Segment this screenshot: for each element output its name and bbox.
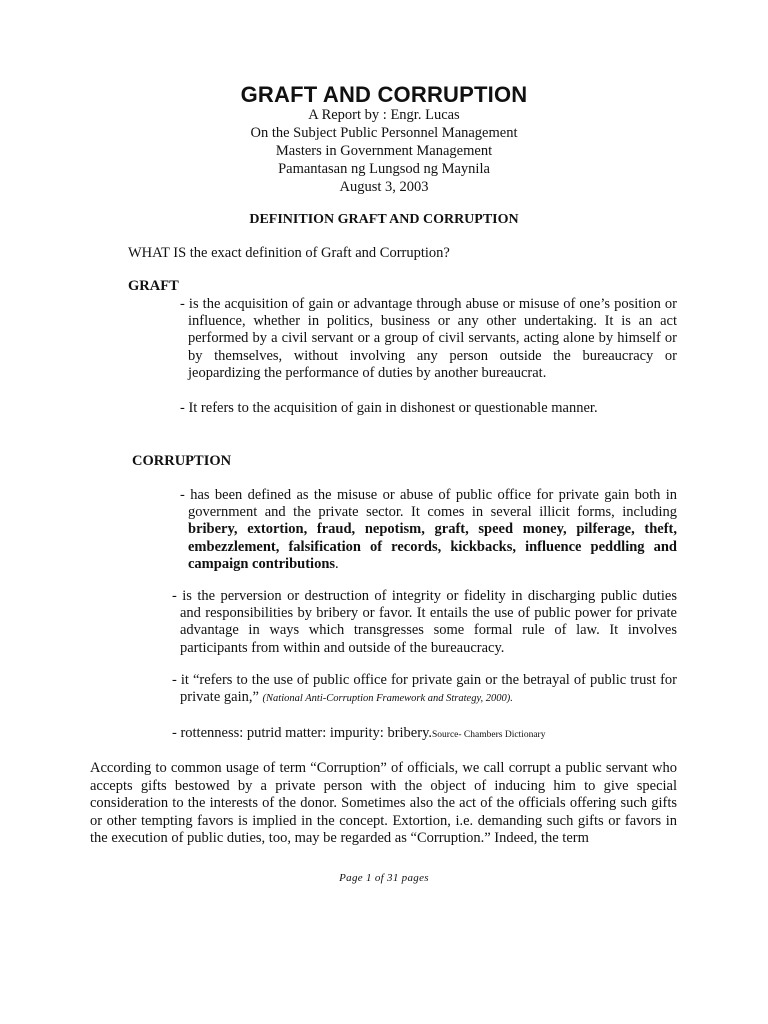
- page-footer: Page 1 of 31 pages: [339, 872, 429, 884]
- corruption-definition-1-end: .: [335, 555, 339, 572]
- corruption-definition-1-text: - has been defined as the misuse or abuse of public office for private gain both in government and the private sector. It comes in several illicit forms, including: [180, 487, 677, 521]
- graft-definition-2: - It refers to the acquisition of gain in dishonest or questionable manner.: [180, 400, 598, 416]
- corruption-citation: (National Anti-Corruption Framework and Strategy, 2000).: [262, 693, 513, 705]
- corruption-definition-4-text: - rottenness: putrid matter: impurity: bribery.: [172, 725, 433, 741]
- graft-definition-1: - is the acquisition of gain or advantage through abuse or misuse of one’s position or influence, whether in politics, business or any other undertaking. It is an act performed by a civil servant or a group of civil servants, acting alone by himself or by themselves, without involving any person outside the bureaucracy or jeopardizing the performance of duties by another bureaucrat.: [180, 296, 677, 381]
- subject-line: On the Subject Public Personnel Management: [250, 125, 518, 141]
- university-line: Pamantasan ng Lungsod ng Maynila: [278, 161, 490, 177]
- date-line: August 3, 2003: [339, 179, 429, 195]
- program-line: Masters in Government Management: [275, 143, 493, 159]
- graft-label: GRAFT: [128, 278, 179, 294]
- dictionary-source: Source- Chambers Dictionary: [432, 730, 546, 740]
- corruption-definition-4: [172, 725, 677, 744]
- corruption-label: CORRUPTION: [132, 453, 232, 469]
- corruption-definition-2: - is the perversion or destruction of integrity or fidelity in discharging public duties and responsibilities by bribery or favor. It entails the use of public power for private advantage in ways which transgresses some formal rule of law. It involves participants from within and outside of the bureaucracy.: [172, 588, 677, 656]
- corruption-definition-3: [172, 672, 677, 707]
- document-title: GRAFT AND CORRUPTION: [240, 82, 528, 107]
- corruption-forms: bribery, extortion, fraud, nepotism, graft, speed money, pilferage, theft, embezzlement, falsification of records, kickbacks, influence peddling and campaign contributions: [188, 521, 677, 572]
- section-title: DEFINITION GRAFT AND CORRUPTION: [249, 212, 519, 227]
- corruption-definition-1: [180, 487, 677, 573]
- author-line: A Report by : Engr. Lucas: [308, 107, 460, 123]
- question-text: WHAT IS the exact definition of Graft and Corruption?: [128, 245, 450, 261]
- body-paragraph: According to common usage of term “Corruption” of officials, we call corrupt a public servant who accepts gifts bestowed by a private person with the object of inducing him to give special consideration to the interests of the donor. Sometimes also the act of the officials offering such gifts or other tempting favors is implied in the concept. Extortion, i.e. demanding such gifts or favors in the execution of public duties, too, may be regarded as “Corruption.” Indeed, the term: [90, 760, 677, 846]
- corruption-definition-3-text: - it “refers to the use of public office for private gain or the betrayal of public trust for private gain,”: [172, 672, 677, 706]
